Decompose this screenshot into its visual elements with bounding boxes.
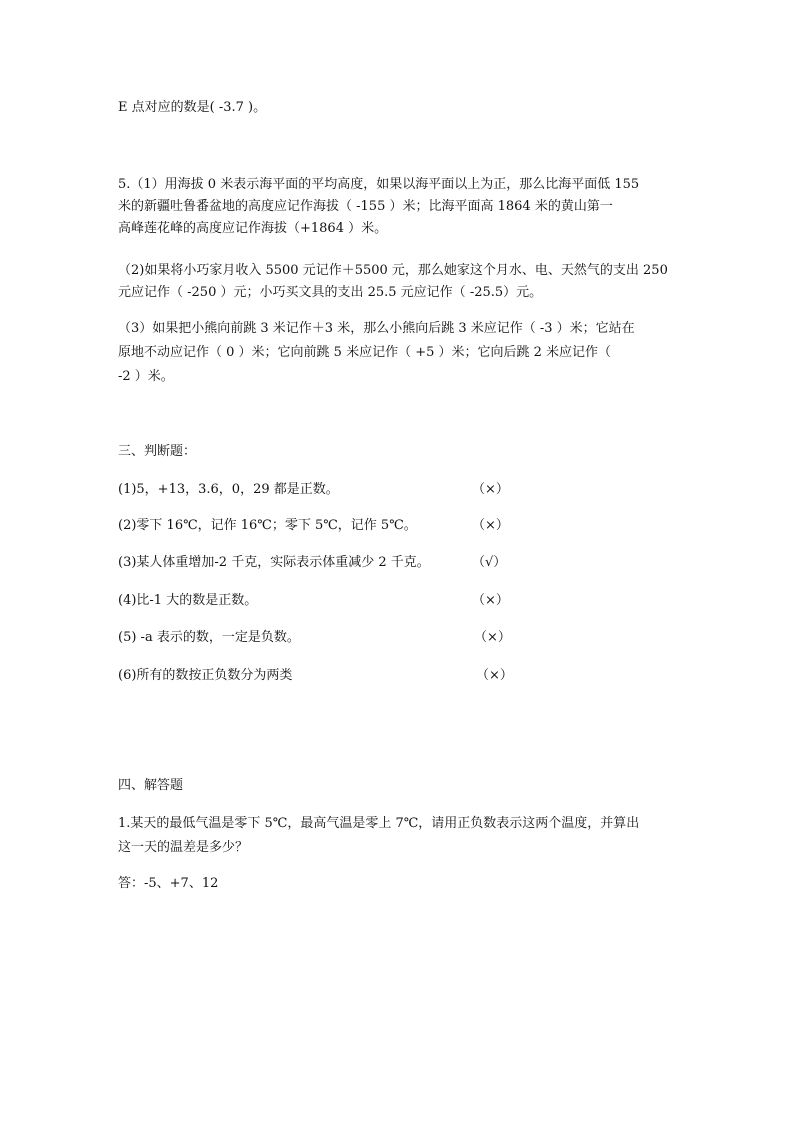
judge-answer-2: （×） [472, 518, 509, 533]
q5-part3-line3: -2 ）米。 [118, 369, 174, 384]
judge-item-6: (6)所有的数按正负数分为两类 [118, 668, 293, 683]
judge-item-3: (3)某人体重增加-2 千克，实际表示体重减少 2 千克。 [118, 555, 430, 570]
q5-part2-line1: （2)如果将小巧家月收入 5500 元记作＋5500 元，那么她家这个月水、电、天然气的支出 250 [118, 263, 668, 278]
judge-item-5: (5) -a 表示的数，一定是负数。 [118, 630, 300, 645]
word-problem-1-line2: 这一天的温差是多少？ [118, 840, 249, 855]
word-problem-1-answer: 答：-5、+7、12 [118, 876, 219, 891]
judge-item-1: (1)5，+13，3.6，0，29 都是正数。 [118, 482, 339, 497]
q5-part3-line2: 原地不动应记作（ 0 ）米；它向前跳 5 米应记作（ +5 ）米；它向后跳 2 米应记作（ [118, 345, 612, 360]
q5-part2-line2: 元应记作（ -250 ）元；小巧买文具的支出 25.5 元应记作（ -25.5）元。 [118, 285, 543, 300]
judge-answer-5: （×） [474, 630, 511, 645]
judge-item-4: (4)比-1 大的数是正数。 [118, 593, 258, 608]
judge-item-2: (2)零下 16℃，记作 16℃；零下 5℃，记作 5℃。 [118, 518, 417, 533]
q5-part1-line2: 米的新疆吐鲁番盆地的高度应记作海拔（ -155 ）米；比海平面高 1864 米的黄山第一 [118, 199, 613, 214]
section4-title: 四、解答题 [118, 778, 184, 793]
q5-part1-line1: 5.（1）用海拔 0 米表示海平面的平均高度，如果以海平面以上为正，那么比海平面低 155 [118, 177, 640, 192]
judge-answer-6: （×） [476, 668, 513, 683]
judge-answer-1: （×） [472, 482, 509, 497]
word-problem-1-line1: 1.某天的最低气温是零下 5℃，最高气温是零上 7℃，请用正负数表示这两个温度，并算出 [118, 816, 640, 831]
q5-part3-line1: （3）如果把小熊向前跳 3 米记作＋3 米，那么小熊向后跳 3 米应记作（ -3 ）米；它站在 [118, 321, 635, 336]
judge-answer-3: （√） [472, 555, 507, 570]
judge-answer-4: （×） [472, 593, 509, 608]
q5-part1-line3: 高峰莲花峰的高度应记作海拔（+1864 ）米。 [118, 221, 388, 236]
e-point-answer-line: E 点对应的数是( -3.7 )。 [118, 100, 267, 115]
section3-title: 三、判断题： [118, 444, 197, 459]
